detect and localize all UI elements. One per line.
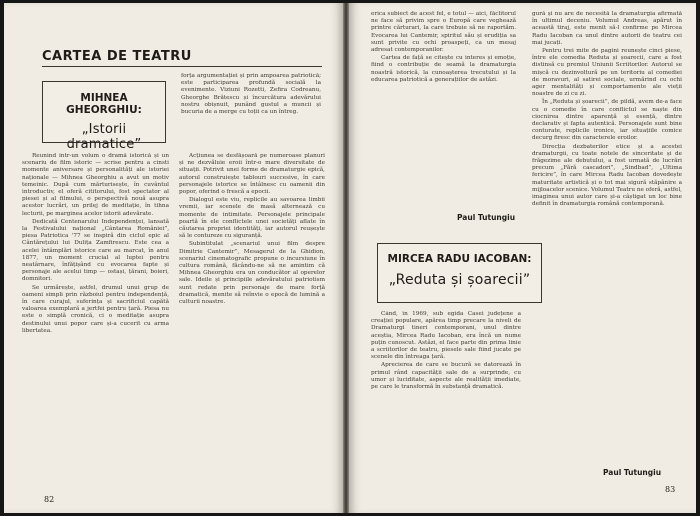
paragraph: forța argumentației și prin ampoarea patriotică; este participarea profundă socială la evenimente. Viziuni Rozetti, Zefira Codreanu, Gheorghe Brătescu și încurcătura adevărului nostru obișnuit, punând gustul a muncii și bucuria de a merge cu toții ca un întreg. xyxy=(181,73,321,116)
right-article-column-1 xyxy=(371,311,521,481)
signature-paul-tutungiu: Paul Tutungiu xyxy=(603,468,662,477)
right-article-title-box xyxy=(377,243,542,303)
paragraph: gură și nu are de necesită la dramaturgia afirmată în ultimul deceniu. Volumul Andreas, apărut în această tiraj, este menit să-l confirme pe Mircea Radu Iacoban ca unul dintre autorii de teatru cei mai jucați. xyxy=(532,11,682,46)
left-article-heading: „Istorii dramatice” xyxy=(66,122,142,152)
right-page-column-1 xyxy=(371,11,516,207)
section-title: CARTEA DE TEATRU xyxy=(42,49,192,64)
right-page xyxy=(349,3,696,513)
page-number-right: 83 xyxy=(665,485,676,494)
paragraph: Reunind într-un volum o dramă istorică și un scenariu de film istoric — scrise pentru a cinsti momente aniversare și personalități ale istoriei naționale — Mihnea Gheorghiu a avut un motiv temeinic. După cum mărturisește, în cuvântul introductiv, el oferă cititorului, fost spectator al piesei și al filmului, o perspectivă nouă asupra acestor lucrări, un prilej de meditație, în tihna lecturii, pe marginea acelor istorii adevărate. xyxy=(22,153,169,217)
left-article-column-1 xyxy=(22,153,169,493)
paragraph: Când, în 1969, sub egida Casei județene a creației populare, apărea timp precare la niveli de Dramaturgi tineri contemporani, unul dintre aceștia, Mircea Radu Iacoban, era încă un nume puțin cunoscut. Astăzi, el face parte din prima linie a scriitorilor de teatru, piesele sale fiind jucate pe scenele din întreaga țară. xyxy=(371,311,521,361)
page-number-left: 82 xyxy=(44,495,55,504)
left-article-column-2 xyxy=(179,153,325,493)
paragraph: Se urmărește, astfel, drumul unui grup de oameni simpli prin războiul pentru independență, în care curajul, suferința și sacrificiul capătă valoarea exemplară a jertfei pentru țară. Piesa nu este o simplă cronică, ci o meditație asupra destinului unui popor care și-a cucerit cu arma libertatea. xyxy=(22,284,169,334)
paragraph: În „Reduta și șoarecii”, de pildă, avem de-a face cu o comedie în care conflictul se naște din ciocnirea dintre aparență și esență, dintre declarativ și fapta autentică. Personajele sunt bine conturate, replicile ironice, iar situațiile comice decurg firesc din caracterele eroilor. xyxy=(532,99,682,142)
paragraph: Dialogul este viu, replicile au savoarea limbii vremii, iar scenele de masă alternează cu momente de intimitate. Personajele principale poartă în ele conflictele unei societăți aflate în căutarea propriei identități, iar autorul reușește să le contureze cu siguranță. xyxy=(179,197,325,240)
paragraph: Aprecierea de care se bucură se datorează în primul rând capacității sale de a surprinde, cu umor și luciditate, aspecte ale realității imediate, pe care le transformă în substanță dramatică. xyxy=(371,362,521,391)
right-article-heading: „Reduta și șoarecii” xyxy=(388,272,531,288)
signature-ionut-niculescu: Paul Tutungiu xyxy=(457,213,516,222)
left-article-title-box xyxy=(42,81,166,152)
paragraph: Cartea de față se citește cu interes și emoție, fiind o contribuție de seamă la dramaturgia noastră istorică, la cunoașterea trecutului și la educarea patriotică a generațiilor de astăzi. xyxy=(371,55,516,83)
left-page xyxy=(4,3,343,513)
paragraph: Direcția dezbaterilor etice și a acestei dramaturgii, cu toate notele de sinceritate și de frăgezime ale debutului, a fost urmată de lucrări precum „Fără cascadori”, „Sindbad”, „Ultima fericire”, în care Mircea Radu Iacoban dovedește maturitate artistică și o tot mai sigură stăpânire a mijloacelor scenice. Volumul Teatru ne oferă, astfel, imaginea unui autor care și-a câștigat un loc bine definit în dramaturgia română contemporană. xyxy=(532,143,682,208)
section-title-rule xyxy=(42,66,322,67)
paragraph: Pentru trei mite de pagini reunește cinci piese, între ele comedia Reduta și șoarecii, care a fost distinsă cu premiul Uniunii Scriitorilor. Autorul se mișcă cu dezinvoltură pe un teritoriu al comediei de moravuri, al satirei sociale, urmărind cu ochi ager mentalități și comportamente ale vieții noastre de zi cu zi. xyxy=(532,48,682,98)
paragraph: erica subiect de acest fel, e totul — aici, făclitorul ne face să privim spre o Europă care veghează printre cărturari, la care trebuie să ne raportăm. Evocarea lui Cantemir, spiritul său și erudiția sa sunt privite cu ochi proaspeți, ca un mesaj adresat contemporanilor. xyxy=(371,11,516,54)
right-article-author: MIRCEA RADU IACOBAN: xyxy=(387,253,532,265)
paragraph: Dedicată Centenarului Independenței, lansată la Festivalului național „Cântarea României”, piesa Patriotica '77 se inspiră din ciclul epic al Cântărețului lui Dulița Zamfirescu. Este cea a acelei întâmplări istorice care au marcat, în anul 1877, un moment crucial al luptei pentru neatârnare, înfățișând cu evocarea fapte și personaje ale acelui timp — ostași, țărani, boieri, domnitori. xyxy=(22,218,169,283)
paragraph: Subintitulat „scenariul unui film despre Dimitrie Cantemir”, Mesagerul de la Ghidion, scenariul cinematografic propune o incursiune în cultura română, făcându-ne să ne amintim că Mihnea Gheorghiu era un conducător al operelor sale. Ideile și principiile adevăratului patriotism sunt redate prin personaje de mare forță dramatică, menite să reînvie o epocă de lumină a culturii noastre. xyxy=(179,241,325,306)
left-article-intro-column xyxy=(181,73,321,153)
paragraph: Acțiunea se desfășoară pe numeroase planuri și ne dezvăluie eroii într-o mare diversitate de situații. Potrivit unei forme de dramaturgie epică, autorul construiește tablouri succesive, în care personajele istorice se întâlnesc cu oamenii din popor, oferind o frescă a epocii. xyxy=(179,153,325,196)
left-article-author: MIHNEA GHEORGHIU: xyxy=(66,92,142,116)
right-page-column-2 xyxy=(532,11,682,463)
